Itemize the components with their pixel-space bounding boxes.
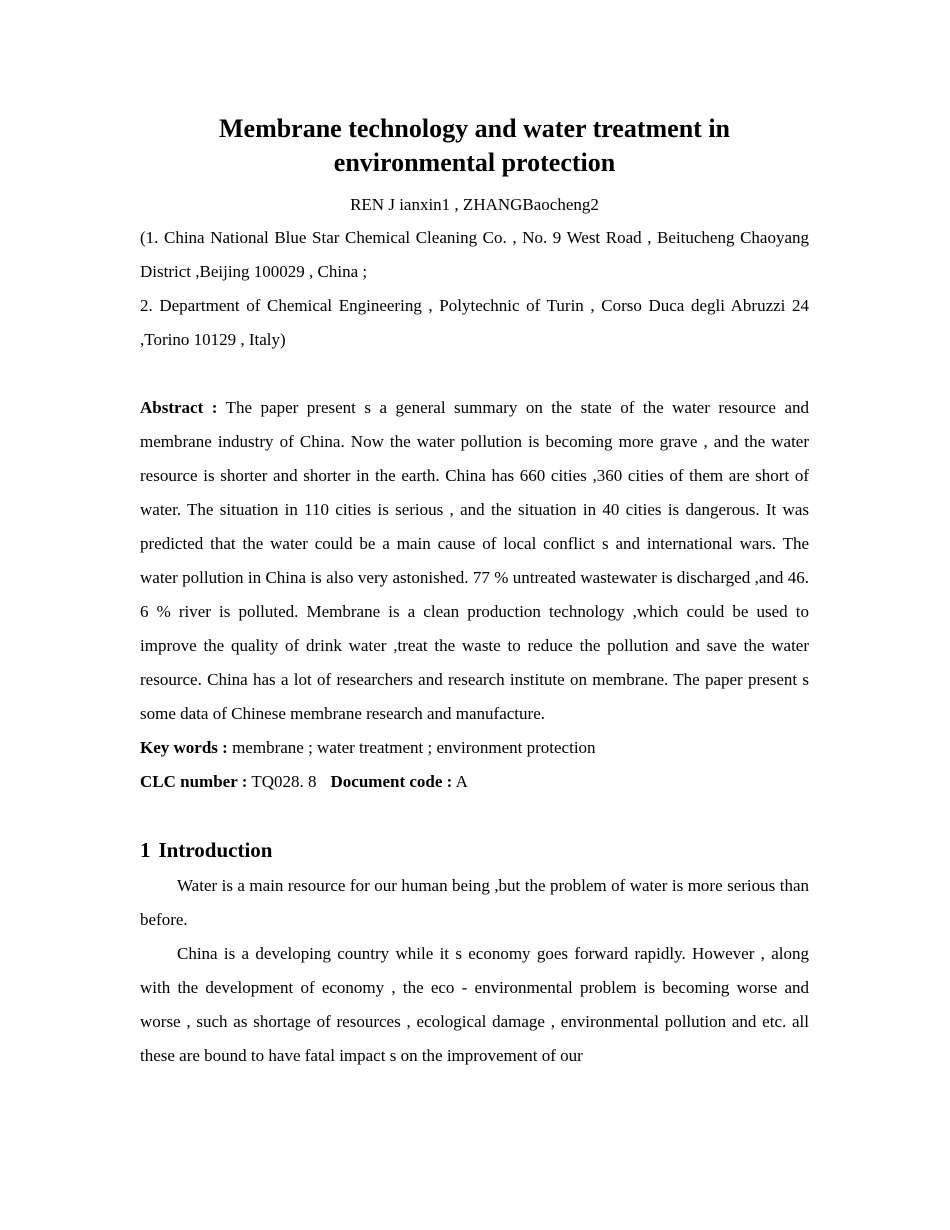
keywords-label: Key words : xyxy=(140,738,228,757)
document-code-label: Document code : xyxy=(330,772,453,791)
section-heading-introduction xyxy=(140,835,809,865)
abstract xyxy=(140,391,809,731)
classification-line xyxy=(140,765,809,799)
affiliation-2: 2. Department of Chemical Engineering , Polytechnic of Turin , Corso Duca degli Abruzzi 24 ,Torino 10129 , Italy) xyxy=(140,296,809,349)
abstract-text: The paper present s a general summary on the state of the water resource and membrane industry of China. Now the water pollution is becoming more grave , and the water resource is shorter and shorter in the earth. China has 660 cities ,360 cities of them are short of water. The situation in 110 cities is serious , and the situation in 40 cities is dangerous. It was predicted that the water could be a main cause of local conflict s and international wars. The water pollution in China is also very astonished. 77 % untreated wastewater is discharged ,and 46. 6 % river is polluted. Membrane is a clean production technology ,which could be used to improve the quality of drink water ,treat the waste to reduce the pollution and save the water resource. China has a lot of researchers and research institute on membrane. The paper present s some data of Chinese membrane research and manufacture. xyxy=(140,398,810,723)
document-code-value: A xyxy=(455,772,468,791)
paper-page xyxy=(140,112,809,1073)
affiliation-1: (1. China National Blue Star Chemical Cleaning Co. , No. 9 West Road , Beitucheng Chaoyang District ,Beijing 100029 , China ; xyxy=(140,228,809,281)
intro-paragraph-2: China is a developing country while it s economy goes forward rapidly. However , along with the development of economy , the eco - environmental problem is becoming worse and worse , such as shortage of resources , ecological damage , environmental pollution and etc. all these are bound to have fatal impact s on the improvement of our xyxy=(140,944,809,1065)
author-list: REN J ianxin1 , ZHANGBaocheng2 xyxy=(350,195,599,214)
keywords xyxy=(140,731,809,765)
paper-title: Membrane technology and water treatment in environmental protection xyxy=(218,114,730,177)
clc-label: CLC number : xyxy=(140,772,248,791)
affiliations xyxy=(140,221,809,357)
section-title: Introduction xyxy=(158,838,273,862)
section-number: 1 xyxy=(140,838,151,862)
clc-value: TQ028. 8 xyxy=(251,772,317,791)
keywords-text: membrane ; water treatment ; environment protection xyxy=(232,738,596,757)
intro-paragraph-1: Water is a main resource for our human being ,but the problem of water is more serious than before. xyxy=(140,876,809,929)
abstract-label: Abstract : xyxy=(140,398,218,417)
